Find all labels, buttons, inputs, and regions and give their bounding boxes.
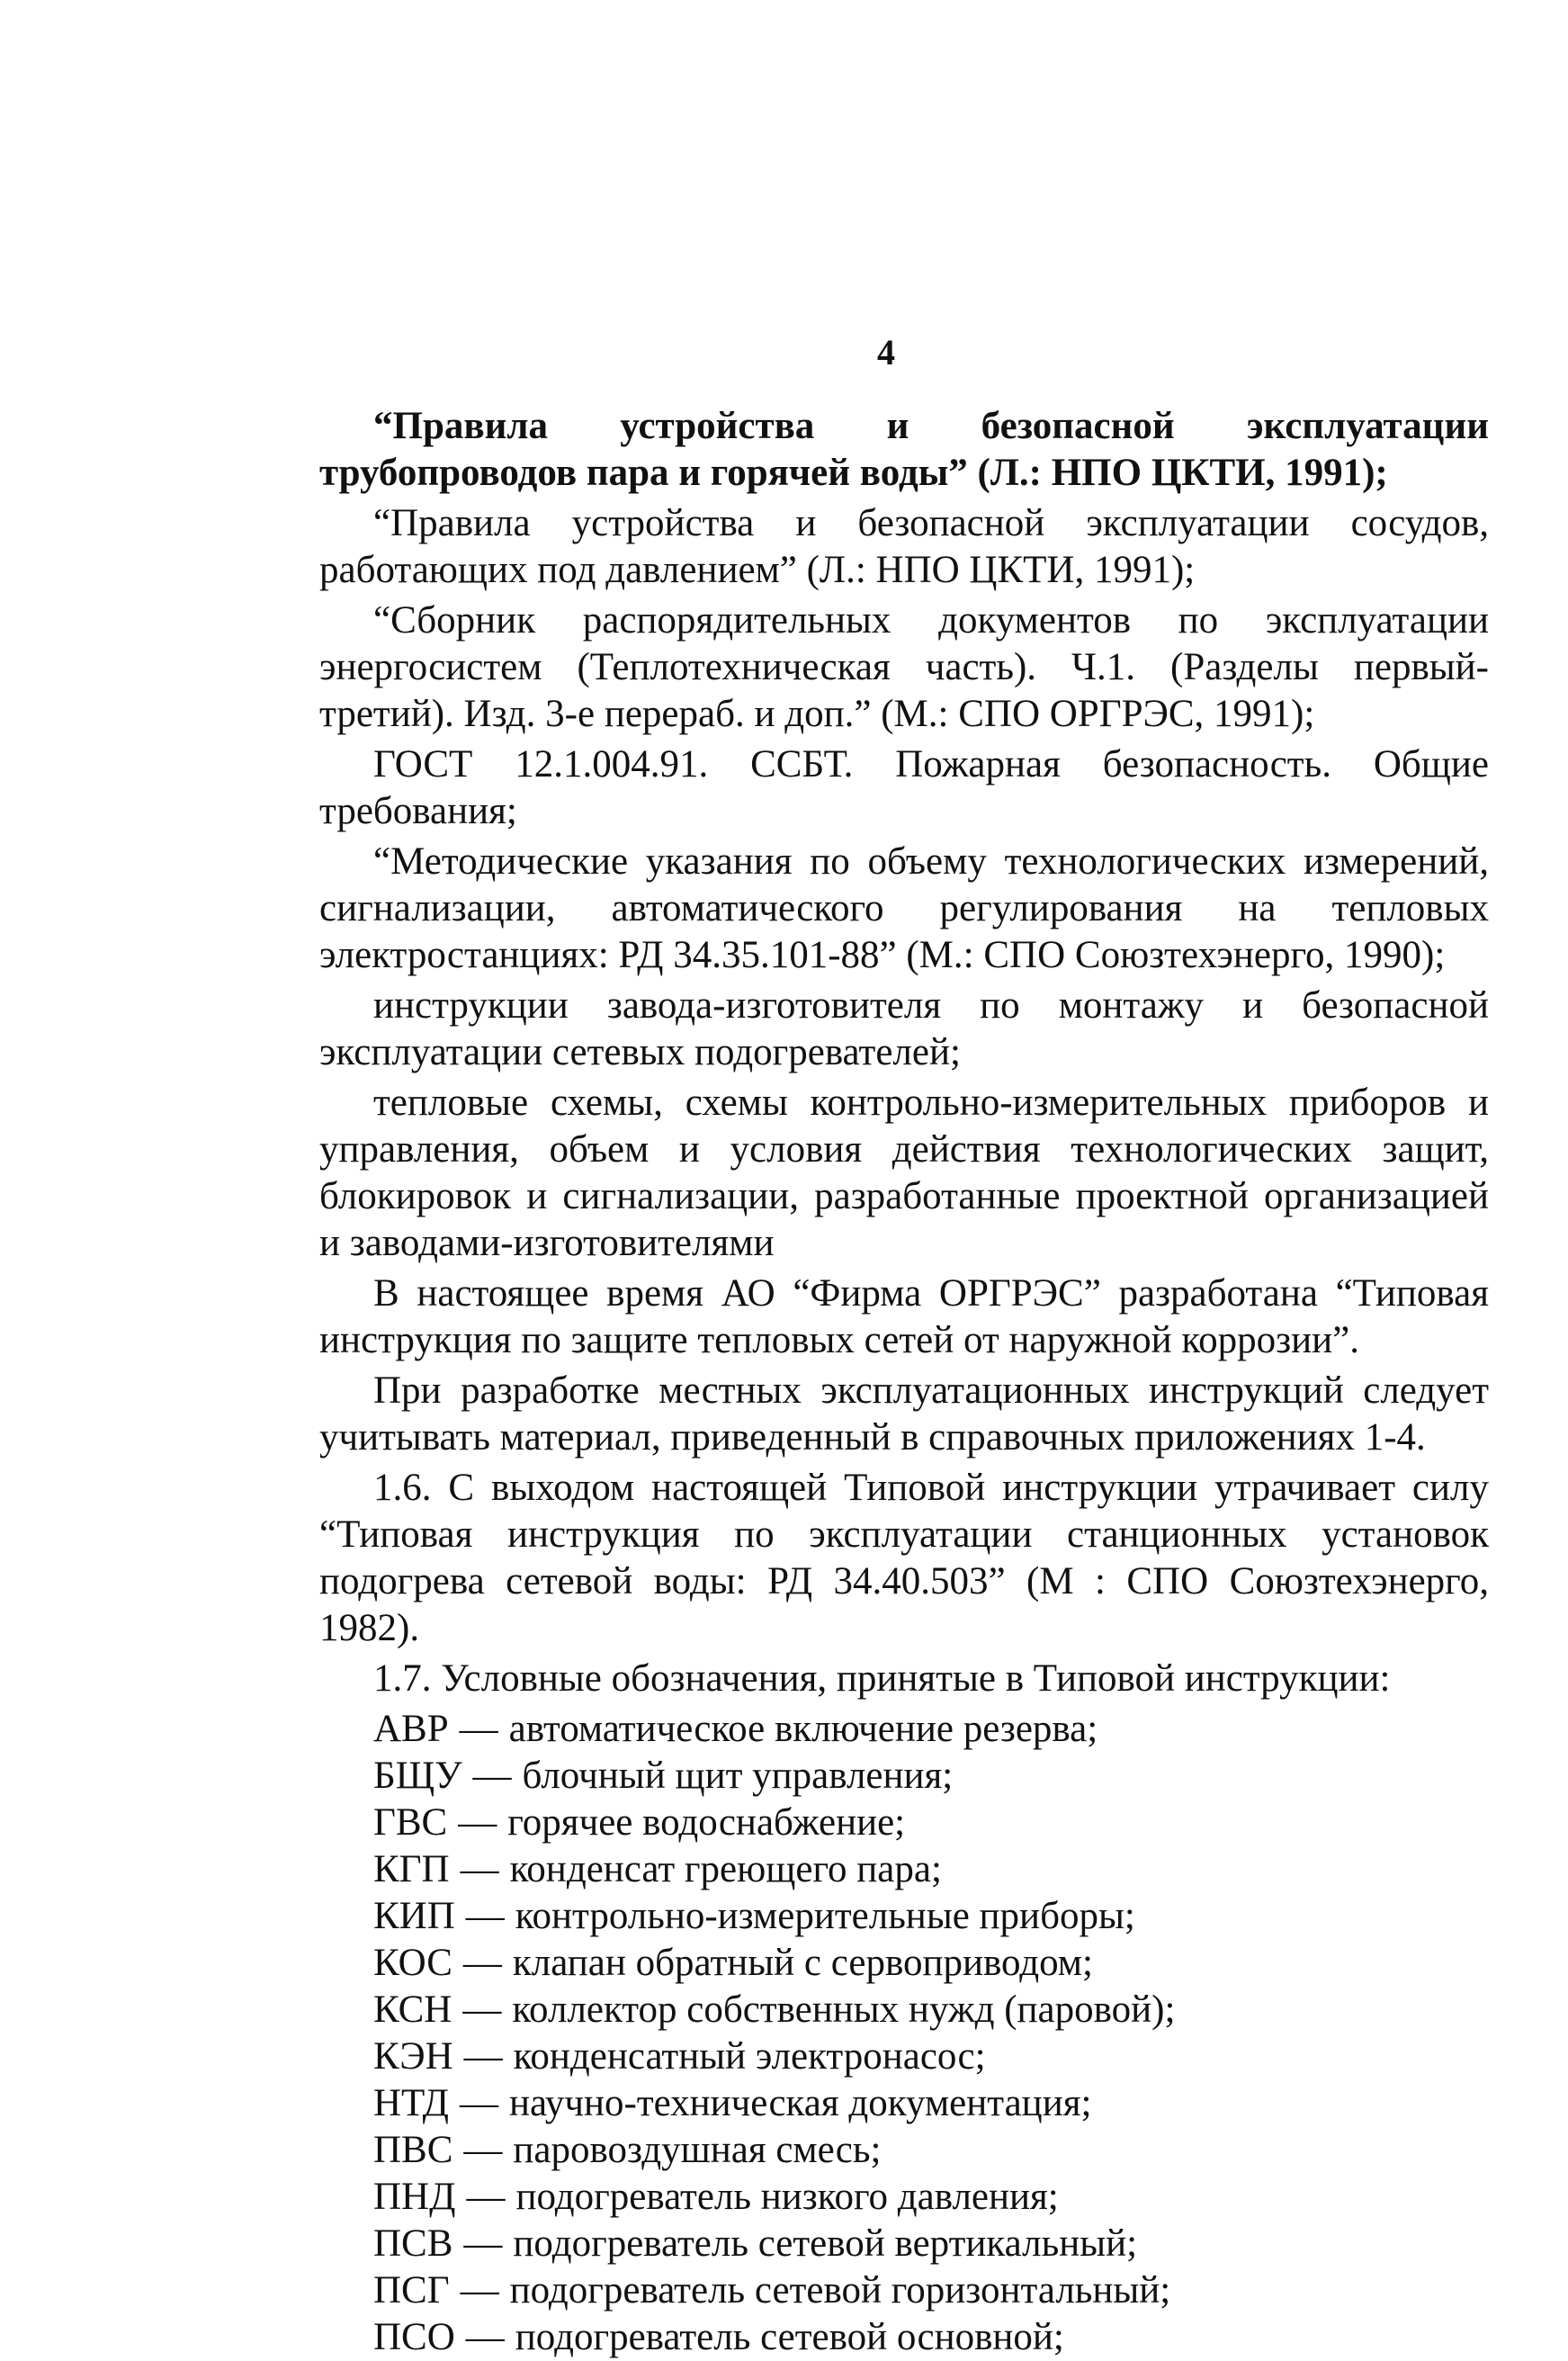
abbreviation-definition: клапан обратный с сервоприводом; xyxy=(512,1942,1093,1984)
abbreviation-definition: конденсатный электронасос; xyxy=(513,2035,986,2078)
abbreviation-dash: — xyxy=(460,2269,499,2312)
abbreviation-term: КОС xyxy=(373,1942,452,1984)
abbreviation-dash: — xyxy=(462,1988,502,2031)
abbreviation-dash: — xyxy=(462,1942,502,1984)
list-item xyxy=(319,1893,1489,1940)
abbreviation-dash: — xyxy=(463,2129,503,2171)
abbreviation-list xyxy=(319,1706,1489,2361)
abbreviation-definition: блочный щит управления; xyxy=(522,1755,954,1797)
list-item xyxy=(319,2174,1489,2221)
abbreviation-term: ПНД xyxy=(373,2176,456,2218)
abbreviation-term: АВР xyxy=(373,1708,449,1750)
list-item xyxy=(319,1940,1489,1987)
abbreviation-dash: — xyxy=(466,2176,506,2218)
abbreviation-term: ПСГ xyxy=(373,2269,450,2312)
abbreviation-term: КЭН xyxy=(373,2035,453,2078)
abbreviation-definition: коллектор собственных нужд (паровой); xyxy=(512,1988,1176,2031)
list-item xyxy=(319,2080,1489,2127)
page-number: 4 xyxy=(877,332,895,373)
paragraph-local-instructions: При разработке местных эксплуатационных инструкций следует учитывать материал, приведенный в справочных приложениях 1-4. xyxy=(319,1369,1489,1459)
abbreviation-term: БЩУ xyxy=(373,1755,462,1797)
list-item xyxy=(319,2127,1489,2174)
abbreviation-definition: контрольно-измерительные приборы; xyxy=(515,1895,1135,1937)
abbreviation-dash: — xyxy=(465,2316,505,2358)
paragraph-corrosion-instruction: В настоящее время АО “Фирма ОРГРЭС” разработана “Типовая инструкция по защите тепловых сетей от наружной коррозии”. xyxy=(319,1272,1489,1361)
paragraph-rules-vessels: “Правила устройства и безопасной эксплуатации сосудов, работающих под давлением” (Л.: НПО ЦКТИ, 1991); xyxy=(319,502,1489,591)
abbreviation-term: НТД xyxy=(373,2082,449,2124)
list-item xyxy=(319,1753,1489,1800)
abbreviation-term: ГВС xyxy=(373,1801,448,1844)
abbreviation-term: КИП xyxy=(373,1895,455,1937)
paragraph-gost: ГОСТ 12.1.004.91. ССБТ. Пожарная безопасность. Общие требования; xyxy=(319,743,1489,832)
paragraph-section-1-6: 1.6. С выходом настоящей Типовой инструкции утрачивает силу “Типовая инструкция по эксплуатации станционных установок подогрева сетевой воды: РД 34.40.503” (М : СПО Союзтехэнерго, 1982). xyxy=(319,1467,1489,1649)
abbreviation-dash: — xyxy=(472,1755,512,1797)
list-item xyxy=(319,1800,1489,1846)
abbreviation-definition: горячее водоснабжение; xyxy=(507,1801,906,1844)
abbreviation-dash: — xyxy=(460,1848,499,1890)
abbreviation-dash: — xyxy=(463,2035,503,2078)
abbreviation-dash: — xyxy=(459,2082,498,2124)
list-item xyxy=(319,2314,1489,2361)
paragraph-methodical-guidelines: “Методические указания по объему технологических измерений, сигнализации, автоматического регулирования на тепловых электростанциях: РД 34.35.101-88” (М.: СПО Союзтехэнерго, 1990); xyxy=(319,840,1489,976)
abbreviation-dash: — xyxy=(465,1895,505,1937)
paragraph-section-1-7: 1.7. Условные обозначения, принятые в Типовой инструкции: xyxy=(373,1657,1391,1700)
abbreviation-term: ПСВ xyxy=(373,2222,453,2265)
paragraph-manufacturer-instructions: инструкции завода-изготовителя по монтажу и безопасной эксплуатации сетевых подогревателей; xyxy=(319,984,1489,1073)
abbreviation-term: КГП xyxy=(373,1848,450,1890)
paragraph-orders-collection: “Сборник распорядительных документов по эксплуатации энергосистем (Теплотехническая часть). Ч.1. (Разделы первый-третий). Изд. 3-е перераб. и доп.” (М.: СПО ОРГРЭС, 1991); xyxy=(319,599,1489,735)
paragraph-schemes: тепловые схемы, схемы контрольно-измерительных приборов и управления, объем и условия действия технологических защит, блокировок и сигнализации, разработанные проектной организацией и заводами-изготовителями xyxy=(319,1082,1489,1264)
list-item xyxy=(319,1987,1489,2033)
list-item xyxy=(319,1846,1489,1893)
abbreviation-term: ПВС xyxy=(373,2129,453,2171)
list-item xyxy=(319,2033,1489,2080)
abbreviation-definition: конденсат греющего пара; xyxy=(509,1848,942,1890)
abbreviation-definition: паровоздушная смесь; xyxy=(513,2129,882,2171)
abbreviation-definition: подогреватель сетевой горизонтальный; xyxy=(509,2269,1171,2312)
abbreviation-dash: — xyxy=(458,1801,497,1844)
abbreviation-definition: научно-техническая документация; xyxy=(508,2082,1092,2124)
abbreviation-dash: — xyxy=(463,2222,503,2265)
abbreviation-dash: — xyxy=(459,1708,498,1750)
abbreviation-definition: подогреватель сетевой вертикальный; xyxy=(513,2222,1138,2265)
list-item xyxy=(319,2267,1489,2314)
document-body xyxy=(319,403,1489,2361)
abbreviation-definition: подогреватель сетевой основной; xyxy=(515,2316,1064,2358)
abbreviation-term: ПСО xyxy=(373,2316,455,2358)
abbreviation-definition: автоматическое включение резерва; xyxy=(508,1708,1098,1750)
abbreviation-term: КСН xyxy=(373,1988,452,2031)
abbreviation-definition: подогреватель низкого давления; xyxy=(515,2176,1059,2218)
list-item xyxy=(319,2221,1489,2267)
paragraph-rules-pipelines: “Правила устройства и безопасной эксплуатации трубопроводов пара и горячей воды” (Л.: НПО ЦКТИ, 1991); xyxy=(319,405,1489,494)
list-item xyxy=(319,1706,1489,1753)
